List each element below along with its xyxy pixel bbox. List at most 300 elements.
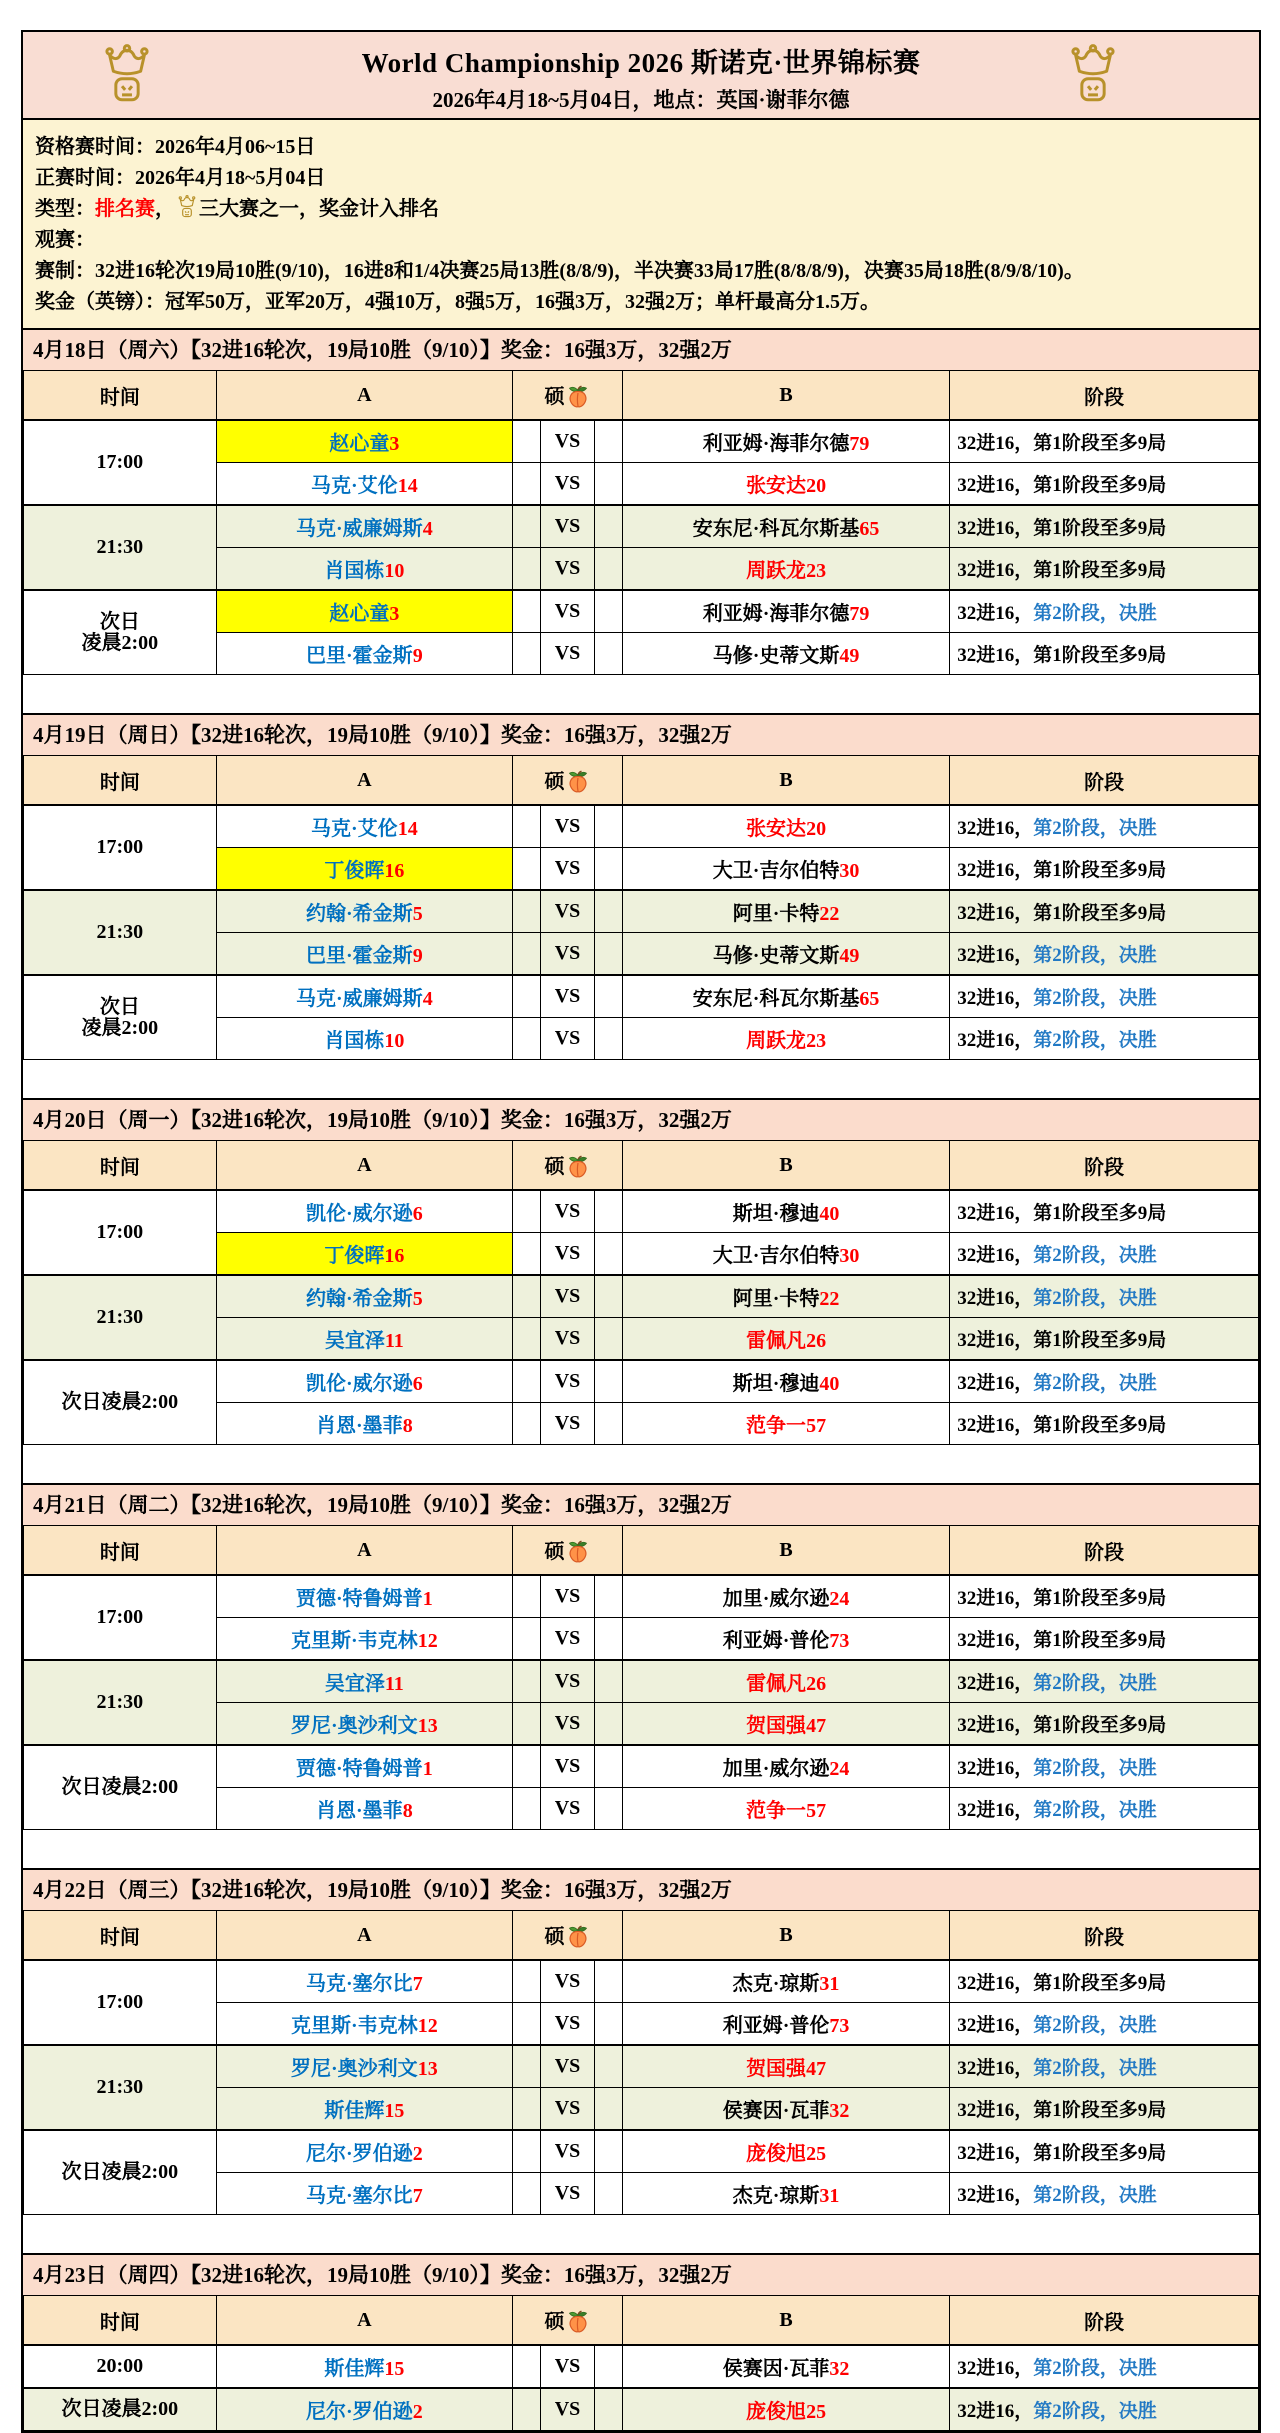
player-a-rank: 3 (389, 433, 400, 455)
vs-label: VS (541, 933, 594, 976)
player-b-rank: 47 (806, 1715, 827, 1737)
table-header-row (24, 1141, 1259, 1191)
player-a-name: 赵心童 (329, 603, 390, 625)
stage-cell (950, 890, 1259, 933)
time-cell (24, 805, 217, 890)
stage-cell (950, 2088, 1259, 2131)
match-row (24, 1745, 1259, 1788)
player-a-name: 丁俊晖 (324, 1245, 385, 1267)
stage-text: 第2阶段，决胜 (1033, 988, 1157, 1009)
player-b-rank: 57 (806, 1415, 827, 1437)
player-a-name: 斯佳辉 (324, 2358, 385, 2380)
player-a-rank: 5 (412, 903, 423, 925)
info-line (35, 225, 1247, 256)
player-b-name: 马修·史蒂文斯 (712, 945, 840, 967)
time-cell (24, 1190, 217, 1275)
section-spacer (23, 675, 1259, 713)
empty-cell (594, 2130, 622, 2173)
player-b-cell (622, 1703, 949, 1746)
player-a-name: 赵心童 (329, 433, 390, 455)
vs-label: VS (541, 1788, 594, 1830)
empty-cell (594, 2045, 622, 2088)
vs-label: VS (541, 633, 594, 675)
day-date: 4月18日（周六） (33, 338, 191, 362)
match-row (24, 1660, 1259, 1703)
info-text: 资格赛时间：2026年4月06~15日 (35, 136, 316, 158)
player-a-cell (216, 2045, 512, 2088)
section-spacer (23, 1830, 1259, 1868)
player-a-cell (216, 2345, 512, 2388)
time-text: 21:30 (96, 1691, 144, 1713)
empty-cell (513, 633, 541, 675)
player-b-name: 杰克·琼斯 (732, 2185, 820, 2207)
player-b-cell (622, 1318, 949, 1361)
time-text: 17:00 (96, 1991, 144, 2013)
player-b-name: 斯坦·穆迪 (732, 1203, 820, 1225)
col-header-stage: 阶段 (950, 1911, 1259, 1961)
empty-cell (594, 1745, 622, 1788)
crown-icon (101, 44, 153, 106)
stage-prefix: 32进16， (957, 1330, 1034, 1351)
player-a-rank: 2 (412, 2143, 423, 2165)
player-a-name: 斯佳辉 (324, 2100, 385, 2122)
empty-cell (594, 2388, 622, 2431)
empty-cell (513, 420, 541, 463)
tournament-info (23, 120, 1259, 328)
empty-cell (594, 975, 622, 1018)
player-b-name: 大卫·吉尔伯特 (712, 860, 840, 882)
player-b-cell (622, 2088, 949, 2131)
vs-label: VS (541, 1318, 594, 1361)
player-a-name: 尼尔·罗伯逊 (306, 2401, 413, 2423)
stage-prefix: 32进16， (957, 818, 1034, 839)
player-a-rank: 4 (422, 518, 433, 540)
player-b-rank: 25 (806, 2143, 827, 2165)
player-b-rank: 30 (839, 860, 860, 882)
stage-text: 第2阶段，决胜 (1033, 1030, 1157, 1051)
empty-cell (594, 633, 622, 675)
match-row (24, 590, 1259, 633)
player-b-name: 张安达 (746, 475, 807, 497)
schedule-table (23, 2295, 1259, 2431)
time-cell (24, 2345, 217, 2388)
col-header-vs (513, 1141, 623, 1191)
player-b-name: 侯赛因·瓦菲 (722, 2358, 830, 2380)
stage-text: 第1阶段至多9局 (1033, 903, 1167, 924)
player-b-rank: 57 (806, 1800, 827, 1822)
match-row (24, 975, 1259, 1018)
empty-cell (594, 548, 622, 591)
player-a-rank: 1 (422, 1758, 433, 1780)
stage-prefix: 32进16， (957, 2015, 1034, 2036)
player-b-rank: 26 (806, 1673, 827, 1695)
player-a-rank: 9 (412, 645, 423, 667)
stage-text: 第2阶段，决胜 (1033, 1758, 1157, 1779)
stage-cell (950, 975, 1259, 1018)
stage-prefix: 32进16， (957, 1288, 1034, 1309)
stage-prefix: 32进16， (957, 860, 1034, 881)
col-header-stage: 阶段 (950, 371, 1259, 421)
day-header (23, 713, 1259, 755)
watermark-text: 硕 (544, 1541, 565, 1563)
player-b-name: 加里·威尔逊 (722, 1588, 830, 1610)
player-a-name: 尼尔·罗伯逊 (306, 2143, 413, 2165)
vs-label: VS (541, 1960, 594, 2003)
empty-cell (513, 890, 541, 933)
col-header-vs (513, 371, 623, 421)
col-header-b: B (622, 1526, 949, 1576)
player-b-cell (622, 1788, 949, 1830)
time-text: 21:30 (96, 2076, 144, 2098)
stage-cell (950, 2345, 1259, 2388)
stage-text: 第1阶段至多9局 (1033, 645, 1167, 666)
player-a-rank: 9 (412, 945, 423, 967)
match-row (24, 2388, 1259, 2431)
player-b-name: 安东尼·科瓦尔斯基 (692, 518, 860, 540)
player-a-rank: 3 (389, 603, 400, 625)
stage-cell (950, 2130, 1259, 2173)
player-a-rank: 2 (412, 2401, 423, 2423)
vs-label: VS (541, 1618, 594, 1661)
time-text: 17:00 (96, 1606, 144, 1628)
player-a-name: 马克·塞尔比 (306, 1973, 413, 1995)
player-b-name: 阿里·卡特 (732, 903, 820, 925)
empty-cell (513, 1233, 541, 1276)
time-text: 20:00 (96, 2355, 144, 2377)
watermark-text: 硕 (544, 1926, 565, 1948)
page-header (23, 32, 1259, 120)
day-section (23, 713, 1259, 1098)
player-a-name: 马克·威廉姆斯 (296, 518, 423, 540)
player-a-cell (216, 1960, 512, 2003)
player-b-name: 贺国强 (746, 1715, 807, 1737)
player-b-rank: 24 (829, 1588, 850, 1610)
stage-text: 第1阶段至多9局 (1033, 1973, 1167, 1994)
player-a-name: 凯伦·威尔逊 (306, 1373, 413, 1395)
player-b-name: 周跃龙 (746, 1030, 807, 1052)
player-a-name: 罗尼·奥沙利文 (291, 1715, 418, 1737)
match-row (24, 1190, 1259, 1233)
match-row (24, 2345, 1259, 2388)
player-b-rank: 31 (819, 2185, 840, 2207)
player-a-rank: 10 (384, 1030, 405, 1052)
stage-text: 第2阶段，决胜 (1033, 2015, 1157, 2036)
empty-cell (594, 2345, 622, 2388)
player-b-cell (622, 1960, 949, 2003)
schedule-table (23, 755, 1259, 1060)
empty-cell (513, 933, 541, 976)
time-cell (24, 890, 217, 975)
player-a-name: 克里斯·韦克林 (291, 1630, 418, 1652)
stage-text: 第2阶段，决胜 (1033, 2058, 1157, 2079)
player-a-name: 克里斯·韦克林 (291, 2015, 418, 2037)
day-header (23, 328, 1259, 370)
stage-text: 第2阶段，决胜 (1033, 818, 1157, 839)
empty-cell (594, 1403, 622, 1445)
watermark-text: 硕 (544, 386, 565, 408)
vs-label: VS (541, 2388, 594, 2431)
player-b-rank: 40 (819, 1203, 840, 1225)
player-a-rank: 15 (384, 2100, 405, 2122)
col-header-b: B (622, 1911, 949, 1961)
player-b-rank: 49 (839, 945, 860, 967)
stage-cell (950, 1703, 1259, 1746)
player-a-name: 巴里·霍金斯 (306, 945, 413, 967)
col-header-a: A (216, 371, 512, 421)
player-b-cell (622, 463, 949, 506)
time-text: 次日凌晨2:00 (61, 1391, 179, 1413)
player-b-rank: 26 (806, 1330, 827, 1352)
time-text: 21:30 (96, 536, 144, 558)
player-b-cell (622, 1233, 949, 1276)
player-b-rank: 22 (819, 1288, 840, 1310)
match-row (24, 1360, 1259, 1403)
empty-cell (513, 1960, 541, 2003)
player-a-cell (216, 1275, 512, 1318)
player-a-cell (216, 975, 512, 1018)
player-b-name: 阿里·卡特 (732, 1288, 820, 1310)
stage-text: 第1阶段至多9局 (1033, 2100, 1167, 2121)
watermark-text: 硕 (544, 771, 565, 793)
stage-text: 第2阶段，决胜 (1033, 1373, 1157, 1394)
day-section (23, 1868, 1259, 2253)
stage-text: 第2阶段，决胜 (1033, 1800, 1157, 1821)
player-a-cell (216, 463, 512, 506)
player-a-name: 马克·塞尔比 (306, 2185, 413, 2207)
section-spacer (23, 1060, 1259, 1098)
empty-cell (594, 2088, 622, 2131)
player-b-name: 安东尼·科瓦尔斯基 (692, 988, 860, 1010)
stage-prefix: 32进16， (957, 1715, 1034, 1736)
stage-prefix: 32进16， (957, 1203, 1034, 1224)
empty-cell (594, 420, 622, 463)
stage-prefix: 32进16， (957, 1245, 1034, 1266)
player-b-cell (622, 2173, 949, 2215)
stage-prefix: 32进16， (957, 988, 1034, 1009)
player-b-rank: 47 (806, 2058, 827, 2080)
player-b-name: 利亚姆·海菲尔德 (702, 433, 850, 455)
crown-icon (1067, 44, 1119, 106)
vs-label: VS (541, 1745, 594, 1788)
stage-text: 第1阶段至多9局 (1033, 433, 1167, 454)
stage-cell (950, 1360, 1259, 1403)
player-a-name: 肖恩·墨菲 (316, 1415, 403, 1437)
player-a-rank: 14 (397, 475, 418, 497)
player-a-name: 贾德·特鲁姆普 (296, 1758, 423, 1780)
vs-label: VS (541, 848, 594, 891)
stage-text: 第1阶段至多9局 (1033, 1715, 1167, 1736)
player-a-name: 马克·威廉姆斯 (296, 988, 423, 1010)
empty-cell (513, 1018, 541, 1060)
player-a-cell (216, 2173, 512, 2215)
time-text: 次日凌晨2:00 (61, 1776, 179, 1798)
day-date: 4月22日（周三） (33, 1878, 191, 1902)
player-a-name: 肖国栋 (324, 1030, 385, 1052)
stage-text: 第2阶段，决胜 (1033, 1288, 1157, 1309)
vs-label: VS (541, 1403, 594, 1445)
stage-prefix: 32进16， (957, 2185, 1034, 2206)
player-b-rank: 20 (806, 475, 827, 497)
time-cell (24, 505, 217, 590)
col-header-b: B (622, 2296, 949, 2346)
player-b-name: 范争一 (746, 1415, 807, 1437)
empty-cell (594, 590, 622, 633)
player-b-cell (622, 420, 949, 463)
time-text: 21:30 (96, 921, 144, 943)
empty-cell (513, 2045, 541, 2088)
empty-cell (594, 1660, 622, 1703)
col-header-time: 时间 (24, 2296, 217, 2346)
time-cell (24, 2388, 217, 2431)
player-b-cell (622, 505, 949, 548)
player-a-rank: 7 (412, 2185, 423, 2207)
player-b-rank: 31 (819, 1973, 840, 1995)
schedule-table (23, 1525, 1259, 1830)
stage-cell (950, 1403, 1259, 1445)
player-a-cell (216, 1703, 512, 1746)
stage-cell (950, 1190, 1259, 1233)
empty-cell (513, 1403, 541, 1445)
player-b-rank: 24 (829, 1758, 850, 1780)
time-cell (24, 1745, 217, 1830)
player-a-rank: 10 (384, 560, 405, 582)
time-cell (24, 2130, 217, 2215)
col-header-a: A (216, 1911, 512, 1961)
empty-cell (513, 1703, 541, 1746)
vs-label: VS (541, 420, 594, 463)
player-b-rank: 65 (859, 518, 880, 540)
stage-prefix: 32进16， (957, 645, 1034, 666)
col-header-time: 时间 (24, 1526, 217, 1576)
stage-text: 第2阶段，决胜 (1033, 2401, 1157, 2422)
day-section (23, 2253, 1259, 2431)
player-b-name: 利亚姆·普伦 (722, 1630, 830, 1652)
info-line (35, 256, 1247, 287)
player-b-cell (622, 1018, 949, 1060)
info-text: 类型： (35, 198, 95, 220)
stage-cell (950, 590, 1259, 633)
table-header-row (24, 371, 1259, 421)
player-b-name: 利亚姆·海菲尔德 (702, 603, 850, 625)
peach-icon (566, 2309, 590, 2335)
stage-cell (950, 2388, 1259, 2431)
player-b-name: 马修·史蒂文斯 (712, 645, 840, 667)
vs-label: VS (541, 2130, 594, 2173)
empty-cell (594, 1575, 622, 1618)
stage-cell (950, 1788, 1259, 1830)
empty-cell (513, 2130, 541, 2173)
section-spacer (23, 2215, 1259, 2253)
vs-label: VS (541, 975, 594, 1018)
player-a-rank: 8 (402, 1800, 413, 1822)
col-header-a: A (216, 1526, 512, 1576)
empty-cell (513, 590, 541, 633)
stage-text: 第2阶段，决胜 (1033, 2358, 1157, 2379)
player-a-rank: 14 (397, 818, 418, 840)
empty-cell (594, 1618, 622, 1661)
stage-text: 第2阶段，决胜 (1033, 1673, 1157, 1694)
player-a-cell (216, 2130, 512, 2173)
info-line (35, 287, 1247, 318)
time-text: 17:00 (96, 1221, 144, 1243)
player-a-cell (216, 1318, 512, 1361)
empty-cell (594, 1190, 622, 1233)
player-a-cell (216, 1403, 512, 1445)
empty-cell (513, 848, 541, 891)
stage-cell (950, 1018, 1259, 1060)
stage-prefix: 32进16， (957, 1630, 1034, 1651)
player-b-name: 斯坦·穆迪 (732, 1373, 820, 1395)
player-a-cell (216, 1190, 512, 1233)
info-text: 排名赛 (95, 198, 155, 220)
col-header-stage: 阶段 (950, 1141, 1259, 1191)
empty-cell (513, 805, 541, 848)
stage-text: 第1阶段至多9局 (1033, 475, 1167, 496)
player-a-cell (216, 890, 512, 933)
player-b-cell (622, 805, 949, 848)
time-text: 17:00 (96, 836, 144, 858)
player-b-cell (622, 848, 949, 891)
day-section (23, 328, 1259, 713)
player-b-cell (622, 633, 949, 675)
player-b-name: 周跃龙 (746, 560, 807, 582)
col-header-a: A (216, 756, 512, 806)
time-text: 次日 (99, 995, 140, 1018)
stage-prefix: 32进16， (957, 433, 1034, 454)
player-b-rank: 30 (839, 1245, 860, 1267)
player-b-rank: 32 (829, 2358, 850, 2380)
player-b-cell (622, 933, 949, 976)
player-b-rank: 65 (859, 988, 880, 1010)
player-b-name: 利亚姆·普伦 (722, 2015, 830, 2037)
player-a-rank: 4 (422, 988, 433, 1010)
stage-prefix: 32进16， (957, 1800, 1034, 1821)
player-b-name: 张安达 (746, 818, 807, 840)
player-a-rank: 15 (384, 2358, 405, 2380)
vs-label: VS (541, 1360, 594, 1403)
vs-label: VS (541, 463, 594, 506)
stage-cell (950, 1660, 1259, 1703)
stage-prefix: 32进16， (957, 1030, 1034, 1051)
player-a-name: 肖国栋 (324, 560, 385, 582)
match-row (24, 1275, 1259, 1318)
col-header-b: B (622, 1141, 949, 1191)
empty-cell (513, 1618, 541, 1661)
empty-cell (513, 2173, 541, 2215)
stage-cell (950, 1233, 1259, 1276)
time-text: 次日凌晨2:00 (61, 2161, 179, 2183)
player-b-cell (622, 1403, 949, 1445)
player-a-rank: 16 (384, 1245, 405, 1267)
player-a-cell (216, 805, 512, 848)
vs-label: VS (541, 548, 594, 591)
stage-cell (950, 1575, 1259, 1618)
empty-cell (513, 1275, 541, 1318)
info-text: 三大赛之一，奖金计入排名 (199, 198, 439, 220)
stage-prefix: 32进16， (957, 1973, 1034, 1994)
peach-icon (566, 769, 590, 795)
empty-cell (594, 1233, 622, 1276)
day-header (23, 1098, 1259, 1140)
player-b-name: 贺国强 (746, 2058, 807, 2080)
player-b-rank: 79 (849, 603, 870, 625)
day-format: 【32进16轮次，19局10胜（9/10）】奖金：16强3万，32强2万 (190, 1878, 732, 1902)
empty-cell (513, 548, 541, 591)
day-format: 【32进16轮次，19局10胜（9/10）】奖金：16强3万，32强2万 (190, 723, 732, 747)
vs-label: VS (541, 1575, 594, 1618)
empty-cell (513, 2345, 541, 2388)
empty-cell (513, 1318, 541, 1361)
